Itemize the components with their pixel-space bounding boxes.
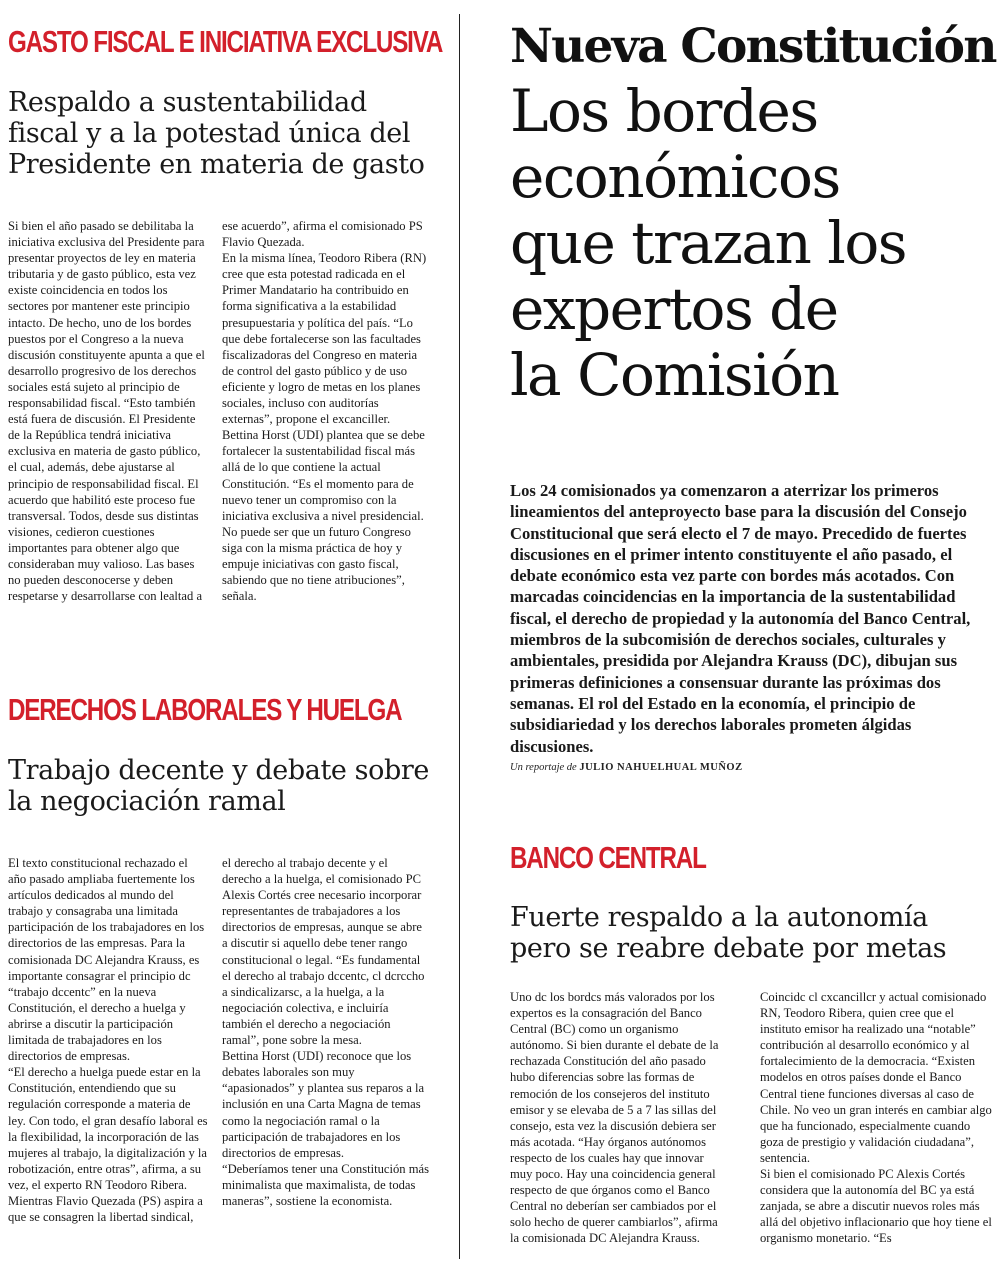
section-kicker: BANCO CENTRAL — [510, 840, 706, 875]
article-subhead: Trabajo decente y debate sobre la negociación ramal — [8, 755, 429, 817]
section-gasto-fiscal — [8, 24, 448, 60]
article-column-2 — [760, 989, 992, 1247]
paragraph: Uno dc los bordcs más valorados por los expertos es la consagración del Banco Central (BC) como un organismo autónomo. Si bien durante el debate de la rechazada Constitución del año pasado hubo diferencias sobre las formas de remoción de los consejeros del instituto emisor y se elevaba de 5 a 7 las sillas del consejo, esta vez la discusión debiera ser más acotada. “Hay órganos autónomos respecto de los cuales hay que innovar muy poco. Hay una coincidencia general respecto de que órganos como el Banco Central no deberían ser cambiados por el solo hecho de querer cambiarlos”, afirma la comisionada DC Alejandra Krauss. — [510, 990, 719, 1246]
headline-line: Los bordes — [510, 77, 818, 145]
article-column-1 — [510, 989, 726, 1247]
section-derechos-laborales — [8, 692, 448, 728]
byline-prefix: Un reportaje de — [510, 762, 577, 773]
article-subhead: Respaldo a sustentabilidad fiscal y a la potestad única del Presidente en materia de gasto — [8, 87, 425, 180]
paragraph: el derecho al trabajo decente y el derecho a la huelga, el comisionado PC Alexis Cortés cree necesario incorporar representantes de trabajadores a los directorios de empresas, aunque se abre a discutir si aquello debe tener rango constitucional o legal. “Es fundamental el derecho al trabajo dccentc, cl dcrccho a sindicalizarsc, a la huelga, a la negociación colectiva, e incluiría también el derecho a negociación ramal”, pone sobre la mesa. — [222, 856, 425, 1048]
headline-line: expertos de — [510, 275, 838, 343]
byline-author: JULIO NAHUELHUAL MUÑOZ — [579, 762, 743, 773]
lede: Los 24 comisionados ya comenzaron a aterrizar los primeros lineamientos del anteproyecto base para la discusión del Consejo Constitucional que será electo el 7 de mayo. Precedido de fuertes discusiones en el primer intento constituyente el año pasado, el debate económico esta vez parte con bordes más acotados. Con marcadas coincidencias en la importancia de la sustentabilidad fiscal, el derecho de propiedad y la autonomía del Banco Central, miembros de la subcomisión de derechos sociales, culturales y ambientales, presidida por Alejandra Krauss (DC), dibujan sus primeras definiciones a consensuar durante las próximas dos semanas. El rol del Estado en la economía, el principio de subsidiariedad y los derechos laborales prometen álgidas discusiones. — [510, 481, 971, 756]
main-headline — [510, 78, 995, 408]
paragraph: Bettina Horst (UDI) plantea que se debe fortalecer la sustentabilidad fiscal más allá de lo que contiene la actual Constitución. “Es el momento para de nuevo tener un compromiso con la iniciativa exclusiva a nivel presidencial. No puede ser que un futuro Congreso siga con la misma práctica de hoy y empuje iniciativas con gasto fiscal, sabiendo que no tiene atribuciones”, señala. — [222, 428, 425, 604]
paragraph: “Deberíamos tener una Constitución más minimalista que maximalista, de todas maneras”, sostiene la economista. — [222, 1161, 430, 1208]
paragraph: ese acuerdo”, afirma el comisionado PS Flavio Quezada. — [222, 219, 423, 250]
article-column-1 — [8, 855, 208, 1225]
paragraph: Bettina Horst (UDI) reconoce que los debates laborales son muy “apasionados” y plantea sus reparos a la inclusión en una Carta Magna de temas como la negociación ramal o la participación de trabajadores en los directorios de empresas. — [222, 1049, 425, 1160]
headline-line: económicos — [510, 143, 840, 211]
byline — [510, 762, 980, 773]
section-kicker: DERECHOS LABORALES Y HUELGA — [8, 692, 402, 727]
section-title: Nueva Constitución — [510, 19, 996, 74]
column-divider — [459, 14, 460, 1259]
section-kicker: GASTO FISCAL E INICIATIVA EXCLUSIVA — [8, 24, 443, 59]
headline-line: la Comisión — [510, 341, 839, 409]
paragraph: Si bien el comisionado PC Alexis Cortés considera que la autonomía del BC ya está zanjada, se abre a discutir nuevos roles más allá del objetivo inflacionario que hoy tiene el organismo monetario. “Es — [760, 1167, 992, 1246]
section-banco-central — [510, 840, 990, 876]
article-subhead: Fuerte respaldo a la autonomía pero se reabre debate por metas — [510, 902, 947, 964]
paragraph: En la misma línea, Teodoro Ribera (RN) cree que esta potestad radicada en el Primer Mandatario ha contribuido en forma significativa a la estabilidad presupuestaria y política del país. “Lo que debe fortalecerse son las facultades fiscalizadoras del Congreso en materia de control del gasto público y de uso eficiente y logro de metas en los planes sociales, incluso con auditorías externas”, propone el excanciller. — [222, 251, 427, 427]
paragraph: El texto constitucional rechazado el año pasado ampliaba fuertemente los artículos dedicados al mundo del trabajo y consagraba una limitada participación de los trabajadores en los directorios de las empresas. Para la comisionada DC Alejandra Krauss, es importante consagrar el principio dc “trabajo dccentc” en la nueva Constitución, el derecho a huelga y abrirse a discutir la participación limitada de trabajadores en los directorios de empresas. — [8, 856, 205, 1064]
article-column-1 — [8, 218, 208, 604]
paragraph: Coincidc cl cxcancillcr y actual comisionado RN, Teodoro Ribera, quien cree que el instituto emisor ha realizado una “notable” contribución al desarrollo económico y al fortalecimiento de la democracia. “Existen modelos en otros países donde el Banco Central tiene funciones diversas al caso de Chile. No veo un gran interés en cambiar algo que ha funcionado, especialmente cuando goza de prestigio y validación ciudadana”, sentencia. — [760, 990, 992, 1165]
main-story — [510, 18, 995, 408]
article-column-2 — [222, 855, 430, 1209]
paragraph: Mientras Flavio Quezada (PS) aspira a que se consagren la libertad sindical, — [8, 1193, 203, 1225]
headline-line: que trazan los — [510, 209, 907, 277]
article-column-2 — [222, 218, 430, 604]
paragraph: Si bien el año pasado se debilitaba la iniciativa exclusiva del Presidente para presentar proyectos de ley en materia tributaria y de gasto público, esta vez existe coincidencia en todos los sectores por mantener este principio intacto. De hecho, uno de los bordes puestos por el Congreso a la nueva discusión constituyente apunta a que el desarrollo progresivo de los derechos sociales está sujeto al principio de responsabilidad fiscal. “Esto también está fuera de discusión. El Presidente de la República tendrá iniciativa exclusiva en materia de gasto público, el cual, además, debe ajustarse al principio de responsabilidad fiscal. El acuerdo que habilitó este proceso fue transversal. Todos, desde sus distintas visiones, cedieron cuestiones importantes para obtener algo que consideraban muy valioso. Las bases no pueden desconocerse y deben respetarse y desarrollarse con lealtad a — [8, 219, 205, 604]
paragraph: “El derecho a huelga puede estar en la Constitución, entendiendo que su regulación corresponde a materia de ley. Con todo, el gran desafío laboral es la flexibilidad, la incorporación de las mujeres al trabajo, la digitalización y la robotización, entre otras”, afirma, a su vez, el experto RN Teodoro Ribera. — [8, 1065, 208, 1192]
